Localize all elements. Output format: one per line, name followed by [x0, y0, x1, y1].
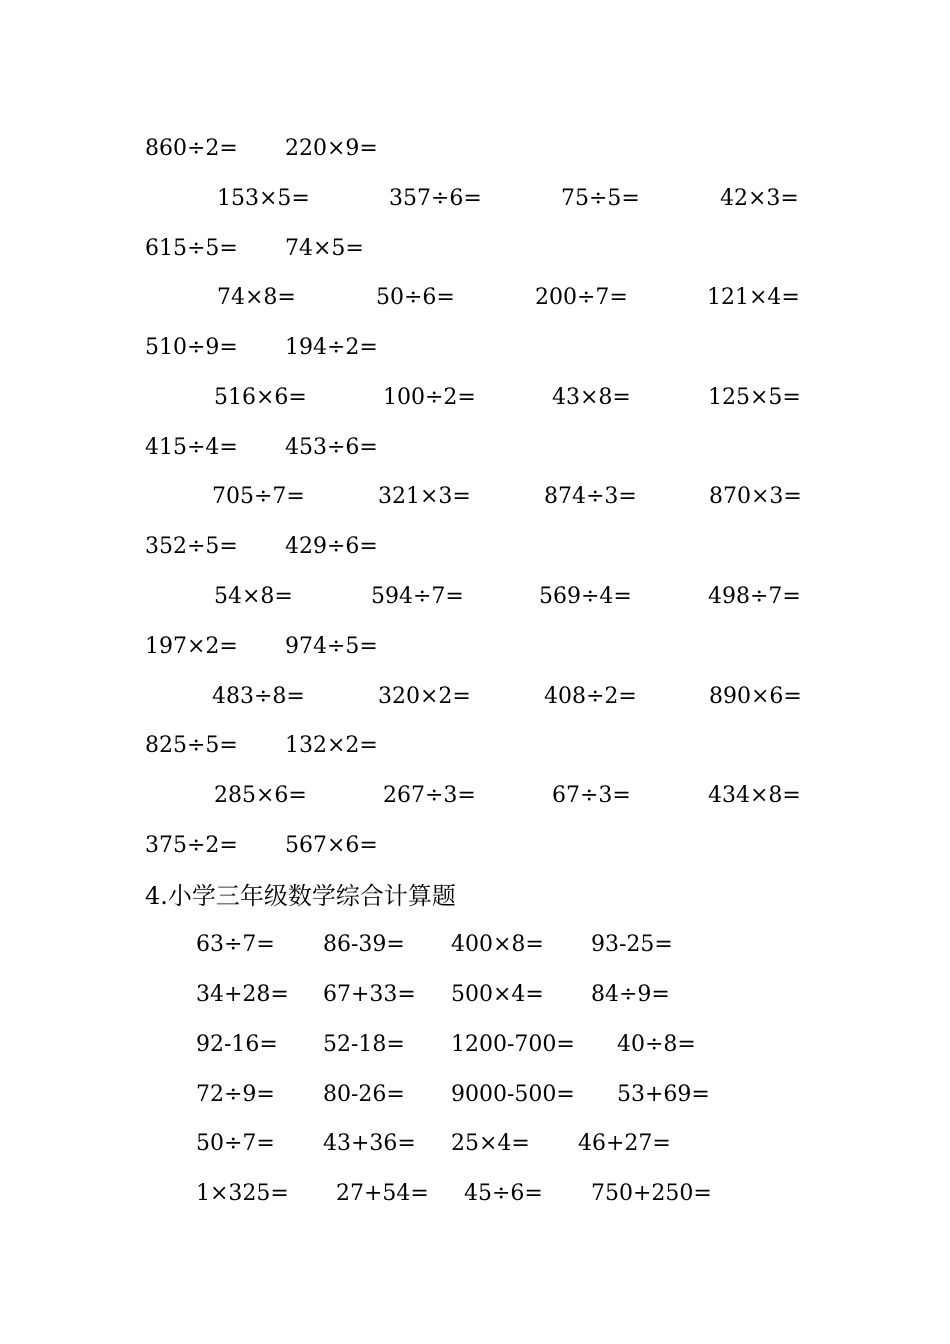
problem: 67÷3=	[552, 783, 631, 808]
problem: 45÷6=	[464, 1181, 543, 1206]
problem: 357÷6=	[389, 186, 482, 211]
problem-row	[0, 828, 950, 864]
problem: 74×5=	[285, 236, 364, 261]
problem: 615÷5=	[145, 236, 238, 261]
problem: 93-25=	[591, 932, 673, 957]
problem: 153×5=	[217, 186, 310, 211]
problem-row	[0, 280, 950, 316]
problem: 43+36=	[323, 1131, 416, 1156]
problem: 194÷2=	[285, 335, 378, 360]
problem: 92-16=	[196, 1032, 278, 1057]
problem-row	[0, 927, 950, 963]
problem: 125×5=	[708, 385, 801, 410]
problem: 408÷2=	[544, 684, 637, 709]
problem: 320×2=	[378, 684, 471, 709]
problem: 400×8=	[451, 932, 544, 957]
problem-row	[0, 231, 950, 267]
problem: 321×3=	[378, 484, 471, 509]
problem: 453÷6=	[285, 435, 378, 460]
problem-row	[0, 1176, 950, 1212]
problem-row	[0, 629, 950, 665]
problem: 9000-500=	[451, 1082, 575, 1107]
problem: 72÷9=	[196, 1082, 275, 1107]
problem: 890×6=	[709, 684, 802, 709]
problem: 53+69=	[617, 1082, 710, 1107]
problem: 84÷9=	[591, 982, 670, 1007]
problem: 352÷5=	[145, 534, 238, 559]
problem: 67+33=	[323, 982, 416, 1007]
problem-row	[0, 181, 950, 217]
problem-row	[0, 579, 950, 615]
problem: 500×4=	[451, 982, 544, 1007]
problem: 1200-700=	[451, 1032, 575, 1057]
problem: 498÷7=	[708, 584, 801, 609]
problem: 25×4=	[451, 1131, 530, 1156]
problem: 870×3=	[709, 484, 802, 509]
problem: 567×6=	[285, 833, 378, 858]
problem: 974÷5=	[285, 634, 378, 659]
problem-row	[0, 1027, 950, 1063]
problem: 100÷2=	[383, 385, 476, 410]
problem: 80-26=	[323, 1082, 405, 1107]
problem: 54×8=	[214, 584, 293, 609]
problem: 220×9=	[285, 136, 378, 161]
problem-row	[0, 529, 950, 565]
problem: 42×3=	[720, 186, 799, 211]
problem-row	[0, 330, 950, 366]
problem: 375÷2=	[145, 833, 238, 858]
problem-row	[0, 430, 950, 466]
problem: 63÷7=	[196, 932, 275, 957]
problem-row	[0, 131, 950, 167]
problem-row	[0, 778, 950, 814]
problem-row	[0, 479, 950, 515]
problem: 594÷7=	[371, 584, 464, 609]
problem: 415÷4=	[145, 435, 238, 460]
problem-row	[0, 380, 950, 416]
problem: 750+250=	[591, 1181, 712, 1206]
problem: 429÷6=	[285, 534, 378, 559]
problem: 200÷7=	[535, 285, 628, 310]
problem: 705÷7=	[212, 484, 305, 509]
problem: 132×2=	[285, 733, 378, 758]
problem: 46+27=	[578, 1131, 671, 1156]
problem: 50÷7=	[196, 1131, 275, 1156]
problem: 27+54=	[336, 1181, 429, 1206]
problem: 75÷5=	[561, 186, 640, 211]
problem: 52-18=	[323, 1032, 405, 1057]
problem: 86-39=	[323, 932, 405, 957]
problem: 121×4=	[707, 285, 800, 310]
problem: 197×2=	[145, 634, 238, 659]
problem-row	[0, 1077, 950, 1113]
problem: 516×6=	[214, 385, 307, 410]
problem: 40÷8=	[617, 1032, 696, 1057]
problem: 74×8=	[217, 285, 296, 310]
problem: 825÷5=	[145, 733, 238, 758]
problem: 34+28=	[196, 982, 289, 1007]
problem: 1×325=	[196, 1181, 289, 1206]
problem: 483÷8=	[212, 684, 305, 709]
problem: 50÷6=	[376, 285, 455, 310]
problem: 285×6=	[214, 783, 307, 808]
problem: 43×8=	[552, 385, 631, 410]
section-heading: 4.小学三年级数学综合计算题	[145, 882, 456, 910]
problem-row	[0, 977, 950, 1013]
problem: 569÷4=	[539, 584, 632, 609]
problem: 874÷3=	[544, 484, 637, 509]
problem: 434×8=	[708, 783, 801, 808]
problem: 267÷3=	[383, 783, 476, 808]
problem-row	[0, 728, 950, 764]
problem-row	[0, 679, 950, 715]
problem: 510÷9=	[145, 335, 238, 360]
problem: 860÷2=	[145, 136, 238, 161]
problem-row	[0, 1126, 950, 1162]
